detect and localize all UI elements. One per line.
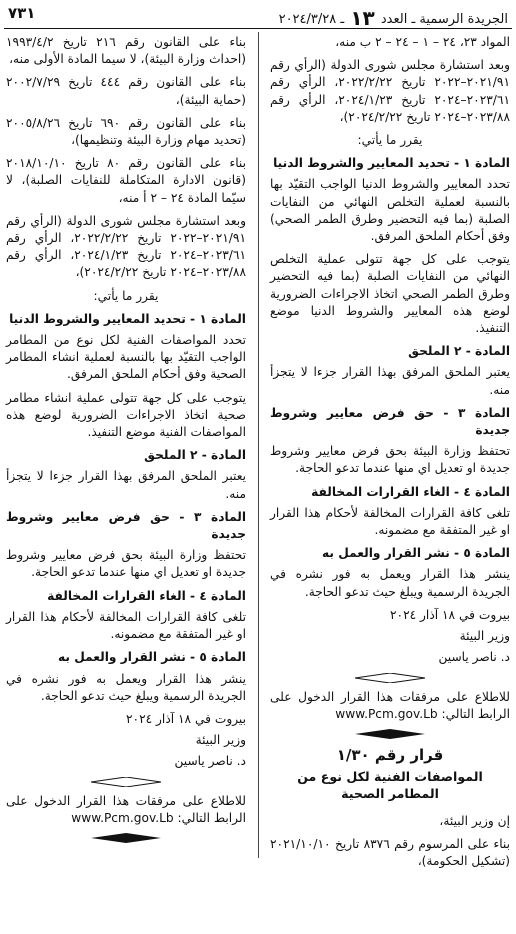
article-text: تحدد المواصفات الفنية لكل نوع من المطامر الواجب التقيّد بها بالنسبة لعملية انشاء المطامر الصحية وفق أحكام الملحق المرفق. (6, 333, 246, 382)
minister-name: د. ناصر ياسين (174, 754, 246, 769)
article-title: المادة - ٢ الملحق (408, 344, 510, 359)
minister-title: وزير البيئة (195, 733, 246, 748)
diamond-divider-icon (355, 673, 425, 683)
header-rule (4, 28, 512, 29)
intro-paragraph: وبعد استشارة مجلس شورى الدولة (الرأي رقم ٢٠٢١/٩١–٢٠٢٢ تاريخ ٢٠٢٢/٢/٢٢، الرأي رقم ٢٠٢٣/٦١–٢٠٢٤ تاريخ ٢٠٢٤/١/٢٣، الرأي رقم ٢٠٢٣/٨٨–٢٠٢٤ تاريخ ٢٠٢٤/٢/٢٢)، (270, 58, 510, 124)
based-on-line: بناء على المرسوم رقم ٨٣٧٦ تاريخ ٢٠٢١/١٠/١٠ (تشكيل الحكومة)، (270, 836, 510, 868)
intro-paragraph: المواد ٢٣، ٢٤ – ١ – ٢٤ – ٢ ب منه، (335, 35, 510, 49)
right-column (270, 34, 510, 876)
article-text: يتوجب على كل جهة تتولى عملية انشاء مطامر صحية اتخاذ الاجراءات الضرورية لوضع هذه المواصفات الفنية موضع التنفيذ. (6, 390, 246, 440)
place-date: بيروت في ١٨ آذار ٢٠٢٤ (125, 711, 246, 726)
basis-paragraph: بناء على القانون رقم ٤٤٤ تاريخ ٢٠٠٢/٧/٢٩ (حماية البيئة)، (6, 75, 246, 107)
article-text: تلغى كافة القرارات المخالفة لأحكام هذا القرار او غير المتفقة مع مضمونه. (6, 609, 246, 642)
diamond-divider-icon (91, 833, 161, 843)
article-text: تلغى كافة القرارات المخالفة لأحكام هذا القرار او غير المتفقة مع مضمونه. (270, 505, 510, 538)
annex-link[interactable]: www.Pcm.gov.Lb (71, 810, 174, 825)
gazette-title (279, 6, 508, 30)
annex-note: للاطلاع على مرفقات هذا القرار الدخول على الرابط التالي: www.Pcm.gov.Lb (6, 793, 246, 825)
article-text: تحتفظ وزارة البيئة بحق فرض معايير وشروط جديدة او تعديل اي منها عندما تدعو الحاجة. (270, 444, 510, 476)
page-number: ٧٣١ (8, 4, 36, 22)
article-title: المادة ٤ - الغاء القرارات المخالفة (47, 588, 246, 603)
basis-paragraph: بناء على القانون رقم ٨٠ تاريخ ٢٠١٨/١٠/١٠ (قانون الادارة المتكاملة للنفايات الصلبة)، لا سيّما المادة ٢٤ – ٢ أ منه، (6, 156, 246, 205)
page-header (0, 0, 516, 28)
article-title: المادة ١ - تحديد المعايير والشروط الدنيا (9, 311, 246, 326)
article-title: المادة ٤ - الغاء القرارات المخالفة (311, 484, 510, 499)
article-title: المادة ٣ - حق فرض معايير وشروط جديدة (6, 509, 246, 542)
article-text: يتوجب على كل جهة تتولى عملية التخلص النهائي من النفايات الصلبة (بما فيه التحضير وطرق الطمر الصحي اتخاذ الاجراءات الضرورية لوضع هذه المعايير والشروط الدنيا موضع التنفيذ. (270, 252, 510, 336)
article-title: المادة ٣ - حق فرض معايير وشروط جديدة (270, 405, 510, 438)
article-text: يعتبر الملحق المرفق بهذا القرار جزءا لا يتجزأ منه. (6, 469, 246, 501)
article-title: المادة ٥ - نشر القرار والعمل به (321, 546, 510, 561)
article-title: المادة ٥ - نشر القرار والعمل به (57, 650, 246, 665)
left-column (6, 34, 246, 849)
basis-paragraph: وبعد استشارة مجلس شورى الدولة (الرأي رقم ٢٠٢١/٩١–٢٠٢٢ تاريخ ٢٠٢٢/٢/٢٢، الرأي رقم ٢٠٢٣/٦١–٢٠٢٤ تاريخ ٢٠٢٤/١/٢٣، الرأي رقم ٢٠٢٣/٨٨–٢٠٢٤ تاريخ ٢٠٢٤/٢/٢٢)، (6, 213, 246, 280)
basis-paragraph: بناء على القانون رقم ٢١٦ تاريخ ١٩٩٣/٤/٢ (احداث وزارة البيئة)، لا سيما المادة الأولى منه، (6, 35, 247, 67)
decision-subtitle: المواصفات الفنية لكل نوع من المطامر الصحية (297, 769, 483, 802)
decides-line: يقرر ما يأتي: (357, 133, 423, 148)
article-text: تحدد المعايير والشروط الدنيا الواجب التقيّد بها بالنسبة لعملية التخلص النهائي من النفايات الصلبة (بما فيه التحضير وطرق الطمر الصحي) وفق أحكام الملحق المرفق. (270, 177, 510, 244)
diamond-divider-icon (91, 777, 161, 787)
article-text: يعتبر الملحق المرفق بهذا القرار جزءا لا يتجزأ منه. (270, 365, 510, 397)
gazette-name: الجريدة الرسمية ـ العدد (380, 12, 508, 27)
article-text: تحتفظ وزارة البيئة بحق فرض معايير وشروط جديدة او تعديل اي منها عندما تدعو الحاجة. (6, 548, 246, 580)
issue-date: ـ ٢٠٢٤/٣/٢٨ (278, 12, 345, 27)
annex-note: للاطلاع على مرفقات هذا القرار الدخول على الرابط التالي: www.Pcm.gov.Lb (270, 689, 510, 721)
annex-link[interactable]: www.Pcm.gov.Lb (335, 706, 438, 721)
place-date: بيروت في ١٨ آذار ٢٠٢٤ (389, 607, 510, 622)
minister-title: وزير البيئة (459, 629, 510, 644)
decision-title: قرار رقم ١/٣٠ (336, 745, 444, 764)
issue-number: ١٣ (350, 6, 375, 30)
decides-line: يقرر ما يأتي: (93, 288, 159, 303)
article-text: ينشر هذا القرار ويعمل به فور نشره في الجريدة الرسمية ويبلغ حيث تدعو الحاجة. (6, 671, 246, 703)
basis-paragraph: بناء على القانون رقم ٦٩٠ تاريخ ٢٠٠٥/٨/٢٦ (تحديد مهام وزارة البيئة وتنظيمها)، (6, 115, 246, 148)
column-divider (258, 32, 259, 858)
article-text: ينشر هذا القرار ويعمل به فور نشره في الجريدة الرسمية ويبلغ حيث تدعو الحاجة. (270, 567, 510, 599)
article-title: المادة ١ - تحديد المعايير والشروط الدنيا (273, 156, 510, 171)
article-title: المادة - ٢ الملحق (144, 448, 246, 463)
opening-line: إن وزير البيئة، (439, 813, 510, 828)
diamond-divider-icon (355, 729, 425, 739)
minister-name: د. ناصر ياسين (438, 650, 510, 665)
